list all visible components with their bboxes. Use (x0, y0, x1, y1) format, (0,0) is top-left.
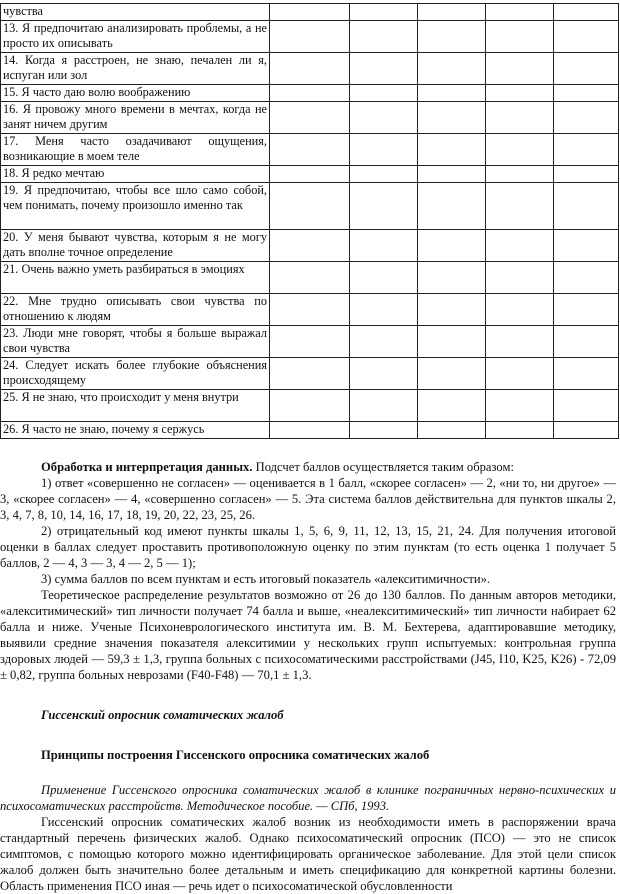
answer-cell[interactable] (418, 53, 486, 85)
answer-cell[interactable] (486, 230, 554, 262)
answer-cell[interactable] (486, 102, 554, 134)
answer-cell[interactable] (418, 358, 486, 390)
answer-cell[interactable] (554, 390, 619, 422)
answer-cell[interactable] (554, 230, 619, 262)
intro-paragraph: Гиссенский опросник соматических жалоб возник из необходимости иметь в распоряжении врача стандартный перечень физических жалоб. Однако психосоматический опросник (ПСО) — это не список симптомов, с помощью которого можно идентифицировать органическое заболевание. Для этой цели список жалоб должен быть значительно более детальным и иметь спецификацию для конкретной картины болезни. Область применения ПСО иная — речь идет о психосоматической обусловленности (0, 815, 616, 893)
answer-cell[interactable] (418, 85, 486, 102)
table-row (1, 358, 619, 390)
answer-cell[interactable] (350, 230, 418, 262)
answer-cell[interactable] (270, 166, 350, 183)
answer-cell[interactable] (554, 102, 619, 134)
answer-cell[interactable] (350, 166, 418, 183)
questionnaire-table-body (1, 4, 619, 439)
answer-cell[interactable] (418, 390, 486, 422)
answer-cell[interactable] (486, 262, 554, 294)
section-heading (0, 707, 616, 723)
spacer (0, 683, 616, 707)
table-row (1, 390, 619, 422)
subsection-heading (0, 747, 616, 763)
item-text-cell: 21. Очень важно уметь разбираться в эмоциях (1, 262, 270, 294)
item-text-cell: 19. Я предпочитаю, чтобы все шло само собой, чем понимать, почему произошло именно так (1, 183, 270, 230)
answer-cell[interactable] (418, 4, 486, 21)
answer-cell[interactable] (350, 294, 418, 326)
answer-cell[interactable] (270, 358, 350, 390)
answer-cell[interactable] (486, 390, 554, 422)
answer-cell[interactable] (418, 230, 486, 262)
item-text-cell: 15. Я часто даю волю воображению (1, 85, 270, 102)
answer-cell[interactable] (270, 230, 350, 262)
table-row (1, 166, 619, 183)
item-text-cell: 16. Я провожу много времени в мечтах, когда не занят ничем другим (1, 102, 270, 134)
answer-cell[interactable] (486, 422, 554, 439)
item-text-cell: 18. Я редко мечтаю (1, 166, 270, 183)
answer-cell[interactable] (486, 85, 554, 102)
answer-cell[interactable] (554, 53, 619, 85)
answer-cell[interactable] (486, 4, 554, 21)
scoring-rule-3: 3) сумма баллов по всем пунктам и есть итоговый показатель «алекситимичности». (41, 572, 491, 586)
item-text-cell: чувства (1, 4, 270, 21)
body-text (0, 459, 616, 894)
answer-cell[interactable] (486, 53, 554, 85)
answer-cell[interactable] (270, 85, 350, 102)
answer-cell[interactable] (554, 326, 619, 358)
answer-cell[interactable] (486, 183, 554, 230)
answer-cell[interactable] (270, 4, 350, 21)
answer-cell[interactable] (270, 102, 350, 134)
answer-cell[interactable] (486, 358, 554, 390)
citation: Применение Гиссенского опросника соматических жалоб в клинике пограничных нервно-психических и психосоматических расстройств. Методическое пособие. — СПб, 1993. (0, 783, 616, 813)
item-text-cell: 14. Когда я расстроен, не знаю, печален ли я, испуган или зол (1, 53, 270, 85)
answer-cell[interactable] (418, 102, 486, 134)
answer-cell[interactable] (270, 294, 350, 326)
table-row (1, 4, 619, 21)
answer-cell[interactable] (554, 183, 619, 230)
answer-cell[interactable] (554, 358, 619, 390)
answer-cell[interactable] (350, 85, 418, 102)
spacer (0, 723, 616, 747)
answer-cell[interactable] (486, 294, 554, 326)
answer-cell[interactable] (270, 326, 350, 358)
answer-cell[interactable] (350, 422, 418, 439)
answer-cell[interactable] (554, 134, 619, 166)
table-row (1, 422, 619, 439)
processing-intro: Подсчет баллов осуществляется таким образом: (252, 460, 514, 474)
answer-cell[interactable] (350, 183, 418, 230)
item-text-cell: 20. У меня бывают чувства, которым я не могу дать вполне точное определение (1, 230, 270, 262)
answer-cell[interactable] (554, 422, 619, 439)
scoring-rule-2: 2) отрицательный код имеют пункты шкалы 1, 5, 6, 9, 11, 12, 13, 15, 21, 24. Для получения итоговой оценки в баллах следует проставить противоположную оценку по этим пунктам (то есть оценка 1 получает 5 баллов, 2 — 4, 3 — 3, 4 — 2, 5 — 1); (0, 524, 616, 570)
table-row (1, 183, 619, 230)
table-row (1, 102, 619, 134)
answer-cell[interactable] (270, 390, 350, 422)
answer-cell[interactable] (554, 4, 619, 21)
processing-paragraph (0, 459, 616, 475)
section-heading-text: Гиссенский опросник соматических жалоб (41, 708, 284, 722)
interpretation-paragraph: Теоретическое распределение результатов возможно от 26 до 130 баллов. По данным авторов методики, «алекситимический» тип личности получает 74 балла и выше, «неалекситимический» тип личности набирает 62 балла и ниже. Ученые Психоневрологического института им. В. М. Бехтерева, адаптировавшие методику, выявили средние значения показателя алекситимии у нескольких групп испытуемых: контрольная группа здоровых людей — 59,3 ± 1,3, группа больных с психосоматическими расстройствами (J45, I10, K25, K26) - 72,09 ± 0,82, группа больных неврозами (F40-F48) — 70,1 ± 1,3. (0, 588, 616, 682)
subsection-heading-text: Принципы построения Гиссенского опросника соматических жалоб (41, 748, 430, 762)
answer-cell[interactable] (350, 358, 418, 390)
answer-cell[interactable] (554, 294, 619, 326)
item-text-cell: 17. Меня часто озадачивают ощущения, возникающие в моем теле (1, 134, 270, 166)
answer-cell[interactable] (350, 326, 418, 358)
answer-cell[interactable] (418, 134, 486, 166)
answer-cell[interactable] (486, 134, 554, 166)
answer-cell[interactable] (350, 102, 418, 134)
answer-cell[interactable] (418, 422, 486, 439)
answer-cell[interactable] (554, 21, 619, 53)
answer-cell[interactable] (554, 166, 619, 183)
item-text-cell: 22. Мне трудно описывать свои чувства по отношению к людям (1, 294, 270, 326)
answer-cell[interactable] (418, 262, 486, 294)
answer-cell[interactable] (486, 166, 554, 183)
table-row (1, 230, 619, 262)
answer-cell[interactable] (350, 4, 418, 21)
answer-cell[interactable] (350, 262, 418, 294)
answer-cell[interactable] (350, 134, 418, 166)
processing-heading: Обработка и интерпретация данных. (41, 460, 253, 474)
item-text-cell: 24. Следует искать более глубокие объяснения происходящему (1, 358, 270, 390)
questionnaire-table (0, 3, 619, 439)
item-text-cell: 26. Я часто не знаю, почему я сержусь (1, 422, 270, 439)
answer-cell[interactable] (270, 21, 350, 53)
answer-cell[interactable] (270, 262, 350, 294)
item-text-cell: 13. Я предпочитаю анализировать проблемы, а не просто их описывать (1, 21, 270, 53)
answer-cell[interactable] (270, 134, 350, 166)
item-text-cell: 23. Люди мне говорят, чтобы я больше выражал свои чувства (1, 326, 270, 358)
table-row (1, 294, 619, 326)
answer-cell[interactable] (350, 390, 418, 422)
scoring-rule-1: 1) ответ «совершенно не согласен» — оценивается в 1 балл, «скорее согласен» — 2, «ни то, ни другое» — 3, «скорее согласен» — 4, «совершенно согласен» — 5. Эта система баллов действительна для пунктов шкалы 2, 3, 4, 7, 8, 10, 14, 16, 17, 18, 19, 20, 22, 23, 25, 26. (0, 476, 616, 522)
answer-cell[interactable] (486, 326, 554, 358)
answer-cell[interactable] (418, 183, 486, 230)
answer-cell[interactable] (418, 326, 486, 358)
answer-cell[interactable] (270, 422, 350, 439)
answer-cell[interactable] (486, 21, 554, 53)
answer-cell[interactable] (554, 85, 619, 102)
answer-cell[interactable] (270, 183, 350, 230)
table-row (1, 262, 619, 294)
answer-cell[interactable] (554, 262, 619, 294)
table-row (1, 53, 619, 85)
answer-cell[interactable] (418, 166, 486, 183)
table-row (1, 326, 619, 358)
answer-cell[interactable] (270, 53, 350, 85)
table-row (1, 21, 619, 53)
answer-cell[interactable] (350, 21, 418, 53)
table-row (1, 134, 619, 166)
spacer (0, 763, 616, 782)
table-row (1, 85, 619, 102)
answer-cell[interactable] (418, 294, 486, 326)
item-text-cell: 25. Я не знаю, что происходит у меня внутри (1, 390, 270, 422)
answer-cell[interactable] (418, 21, 486, 53)
answer-cell[interactable] (350, 53, 418, 85)
